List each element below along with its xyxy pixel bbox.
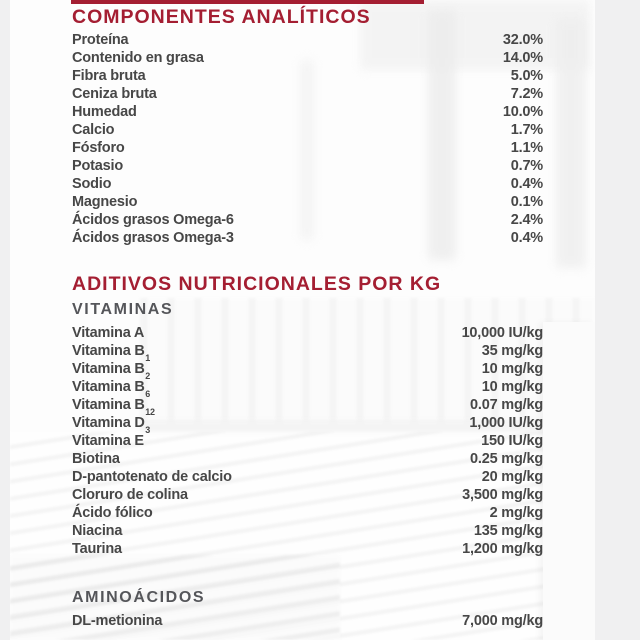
row-label: Sodio bbox=[72, 176, 112, 192]
table-row bbox=[72, 103, 543, 121]
table-row bbox=[72, 49, 543, 67]
section-title-analytical-components: COMPONENTES ANALÍTICOS bbox=[72, 6, 371, 28]
row-label: Magnesio bbox=[72, 194, 138, 210]
table-row bbox=[72, 31, 543, 49]
table-row bbox=[72, 522, 543, 540]
row-value: 10 mg/kg bbox=[481, 361, 543, 377]
row-value: 0.25 mg/kg bbox=[470, 451, 543, 467]
vitamins-table bbox=[72, 324, 543, 558]
row-value: 0.07 mg/kg bbox=[470, 397, 543, 413]
row-label: Biotina bbox=[72, 451, 120, 467]
row-label: Vitamina A bbox=[72, 325, 145, 341]
row-label-subscript: 12 bbox=[145, 406, 155, 417]
row-value: 3,500 mg/kg bbox=[462, 487, 543, 503]
table-row bbox=[72, 139, 543, 157]
table-row bbox=[72, 193, 543, 211]
row-label: Ácidos grasos Omega-6 bbox=[72, 212, 234, 228]
table-row bbox=[72, 229, 543, 247]
subsection-title-vitamins: VITAMINAS bbox=[72, 301, 174, 318]
table-row bbox=[72, 612, 543, 630]
row-value: 2.4% bbox=[510, 212, 543, 228]
row-label: D-pantotenato de calcio bbox=[72, 469, 232, 485]
table-row bbox=[72, 324, 543, 342]
row-value: 32.0% bbox=[502, 32, 543, 48]
table-row bbox=[72, 468, 543, 486]
row-label: Ácido fólico bbox=[72, 505, 153, 521]
row-label: Vitamina $B_2$ bbox=[72, 361, 150, 381]
row-label: DL-metionina bbox=[72, 613, 163, 629]
table-row bbox=[72, 85, 543, 103]
row-value: 150 IU/kg bbox=[481, 433, 543, 449]
table-row bbox=[72, 175, 543, 193]
table-row bbox=[72, 450, 543, 468]
row-label: Vitamina $D_3$ bbox=[72, 415, 150, 435]
row-value: 2 mg/kg bbox=[489, 505, 543, 521]
table-row bbox=[72, 486, 543, 504]
row-label: Vitamina $B_6$ bbox=[72, 379, 150, 399]
analytical-components-table bbox=[72, 31, 543, 247]
row-label: Calcio bbox=[72, 122, 115, 138]
row-value: 20 mg/kg bbox=[481, 469, 543, 485]
table-row bbox=[72, 121, 543, 139]
row-value: 0.4% bbox=[510, 230, 543, 246]
row-label: Fósforo bbox=[72, 140, 125, 156]
table-row bbox=[72, 378, 543, 399]
table-row bbox=[72, 67, 543, 85]
row-label: Vitamina $B_{12}$ bbox=[72, 397, 155, 417]
row-label: Proteína bbox=[72, 32, 129, 48]
row-label-subscript: 2 bbox=[145, 370, 150, 381]
subsection-title-aminoacids: AMINOÁCIDOS bbox=[72, 589, 206, 606]
row-value: 14.0% bbox=[502, 50, 543, 66]
row-label: Contenido en grasa bbox=[72, 50, 204, 66]
section-title-nutritional-additives: ADITIVOS NUTRICIONALES POR KG bbox=[72, 273, 442, 295]
row-value: 5.0% bbox=[510, 68, 543, 84]
row-value: 0.1% bbox=[510, 194, 543, 210]
row-value: 1.1% bbox=[510, 140, 543, 156]
table-row bbox=[72, 414, 543, 435]
table-row bbox=[72, 396, 543, 417]
row-label: Potasio bbox=[72, 158, 123, 174]
row-label: Vitamina $B_1$ bbox=[72, 343, 150, 363]
row-value: 135 mg/kg bbox=[473, 523, 543, 539]
table-row bbox=[72, 540, 543, 558]
table-row bbox=[72, 360, 543, 381]
row-value: 10 mg/kg bbox=[481, 379, 543, 395]
row-value: 0.4% bbox=[510, 176, 543, 192]
row-value: 10,000 IU/kg bbox=[461, 325, 543, 341]
row-label: Cloruro de colina bbox=[72, 487, 188, 503]
table-row bbox=[72, 157, 543, 175]
row-label: Vitamina E bbox=[72, 433, 144, 449]
row-label: Niacina bbox=[72, 523, 123, 539]
row-label: Ceniza bruta bbox=[72, 86, 157, 102]
row-label: Fibra bruta bbox=[72, 68, 146, 84]
table-row bbox=[72, 211, 543, 229]
row-value: 10.0% bbox=[502, 104, 543, 120]
aminoacids-table bbox=[72, 612, 543, 630]
row-value: 1,000 IU/kg bbox=[469, 415, 543, 431]
row-value: 35 mg/kg bbox=[481, 343, 543, 359]
table-row bbox=[72, 504, 543, 522]
row-label: Humedad bbox=[72, 104, 137, 120]
row-value: 7,000 mg/kg bbox=[462, 613, 543, 629]
row-label-subscript: 6 bbox=[145, 388, 150, 399]
row-value: 1,200 mg/kg bbox=[462, 541, 543, 557]
table-row bbox=[72, 342, 543, 363]
table-row bbox=[72, 432, 543, 450]
row-value: 7.2% bbox=[510, 86, 543, 102]
row-label-subscript: 1 bbox=[145, 352, 150, 363]
row-label-subscript: 3 bbox=[145, 424, 150, 435]
row-label: Taurina bbox=[72, 541, 122, 557]
row-value: 0.7% bbox=[510, 158, 543, 174]
row-label: Ácidos grasos Omega-3 bbox=[72, 230, 234, 246]
row-value: 1.7% bbox=[510, 122, 543, 138]
